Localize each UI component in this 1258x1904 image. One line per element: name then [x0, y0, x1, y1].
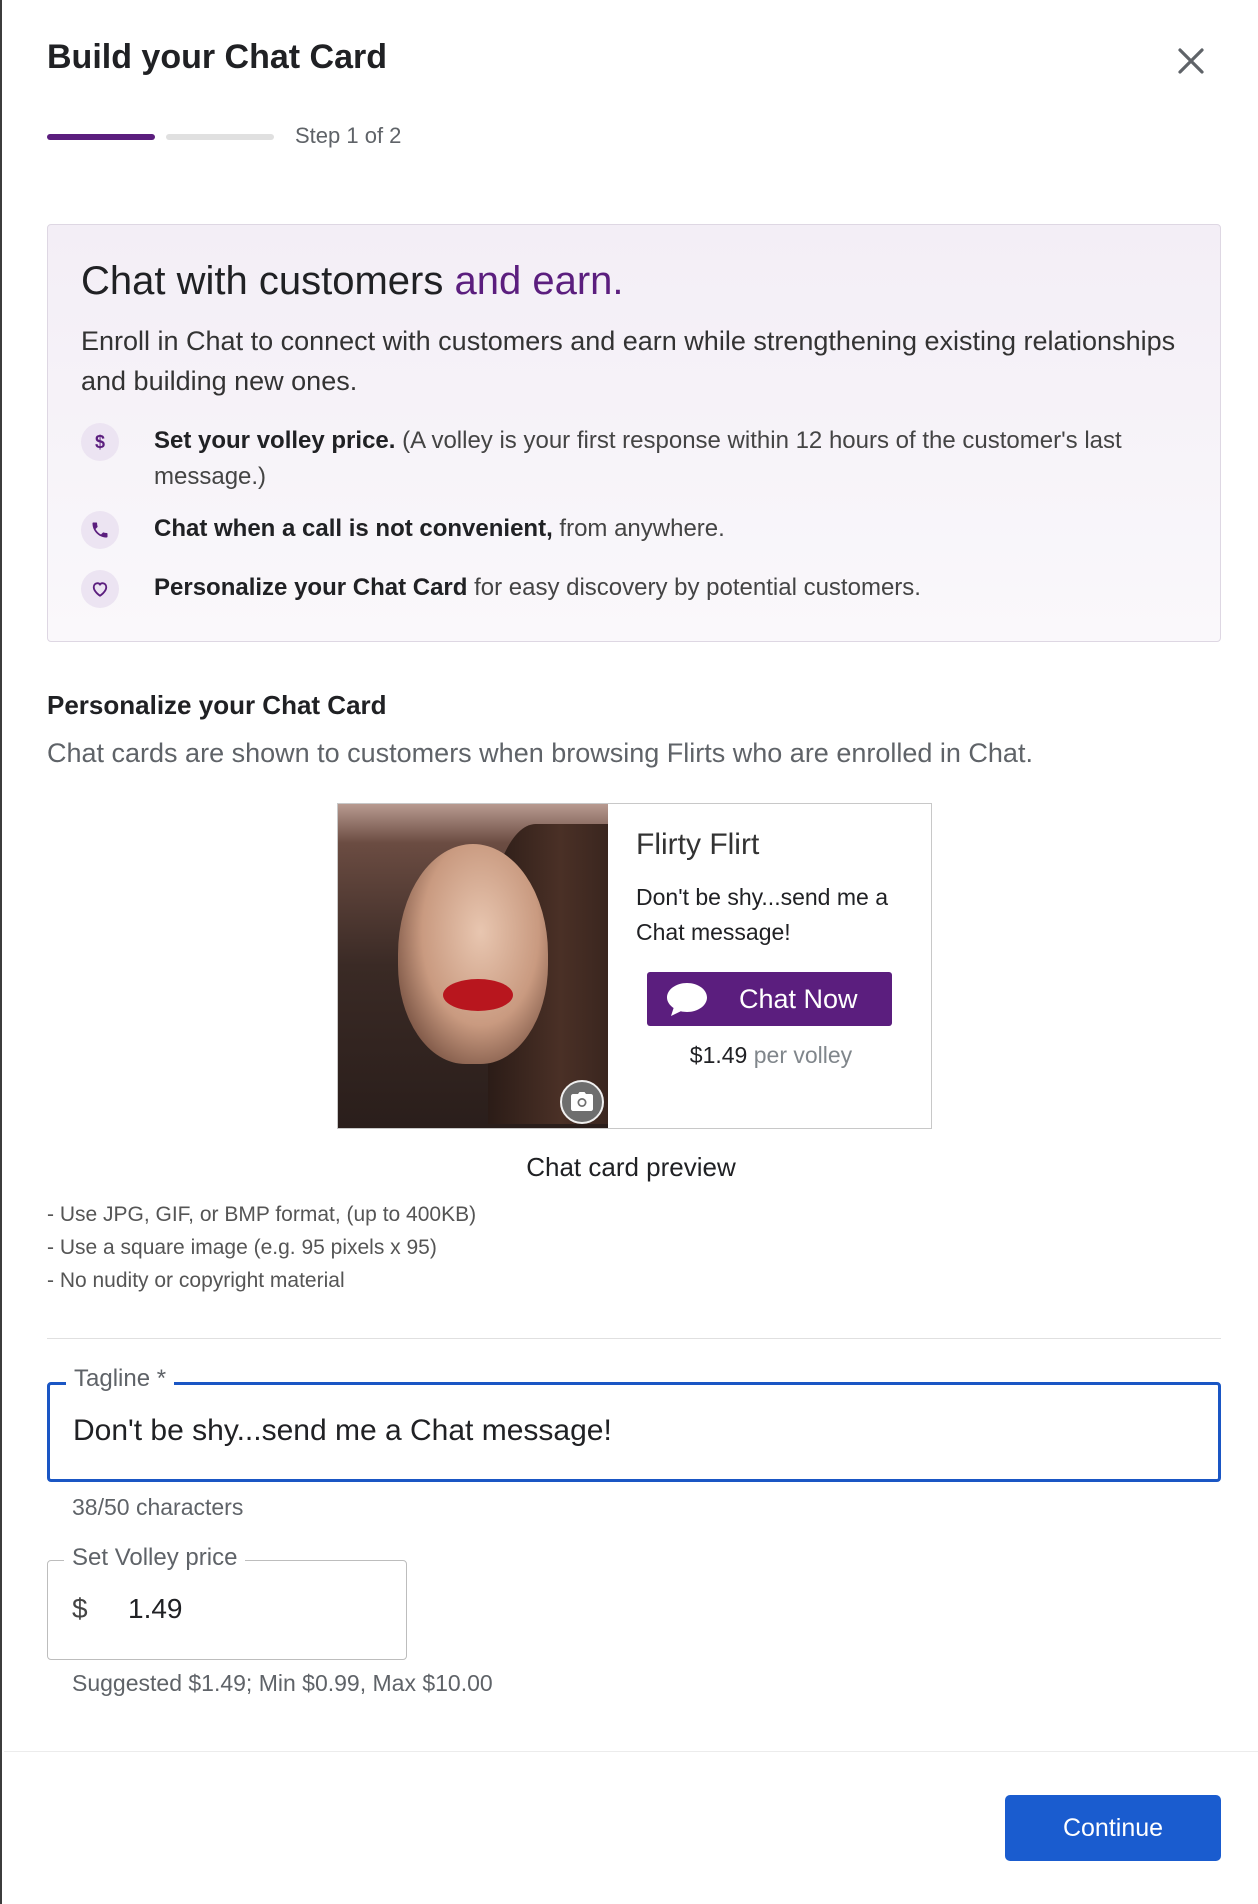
promo-heading — [81, 259, 624, 304]
feature-text: (A volley is your first response within 12 hours of the customer's last message.) — [154, 427, 1122, 490]
image-rule: - Use a square image (e.g. 95 pixels x 95) — [47, 1236, 437, 1259]
dollar-icon — [81, 423, 119, 461]
volley-price-input[interactable] — [128, 1589, 378, 1629]
feature-text: for easy discovery by potential customers. — [467, 574, 921, 601]
chat-bubble-icon — [665, 980, 709, 1018]
image-rules — [47, 1198, 476, 1297]
card-price-suffix: per volley — [747, 1042, 853, 1068]
change-photo-button[interactable] — [560, 1080, 604, 1124]
feature-personalize — [81, 570, 1181, 606]
footer-divider — [4, 1751, 1258, 1752]
card-price — [636, 1042, 906, 1069]
phone-icon — [81, 511, 119, 549]
currency-symbol: $ — [72, 1593, 88, 1624]
divider — [47, 1338, 1221, 1339]
image-rule: - No nudity or copyright material — [47, 1269, 345, 1292]
tagline-char-count: 38/50 characters — [72, 1494, 244, 1520]
close-icon — [1170, 40, 1212, 82]
personalize-description: Chat cards are shown to customers when browsing Flirts who are enrolled in Chat. — [47, 738, 1033, 768]
camera-icon — [570, 1091, 594, 1113]
progress-step-2 — [166, 134, 274, 140]
feature-bold: Personalize your Chat Card — [154, 574, 468, 601]
feature-bold: Chat when a call is not convenient, — [154, 515, 553, 542]
continue-button[interactable]: Continue — [1005, 1795, 1221, 1861]
image-rule: - Use JPG, GIF, or BMP format, (up to 400KB) — [47, 1203, 477, 1226]
promo-heading-accent: and earn. — [454, 259, 624, 303]
promo-heading-text: Chat with customers — [81, 259, 455, 303]
promo-banner — [47, 224, 1221, 642]
volley-price-hint: Suggested $1.49; Min $0.99, Max $10.00 — [72, 1670, 493, 1696]
feature-volley-price — [81, 423, 1181, 495]
photo-face — [398, 844, 548, 1064]
profile-photo[interactable] — [338, 804, 608, 1128]
photo-lips — [443, 979, 513, 1011]
volley-price-field[interactable] — [47, 1544, 407, 1660]
dialog-title: Build your Chat Card — [47, 38, 388, 76]
preview-caption: Chat card preview — [526, 1152, 736, 1182]
feature-text: from anywhere. — [552, 515, 725, 542]
personalize-title: Personalize your Chat Card — [47, 690, 387, 720]
feature-bold: Set your volley price. — [154, 427, 396, 454]
promo-description: Enroll in Chat to connect with customers and earn while strengthening existing relationships and building new ones. — [81, 326, 1176, 396]
feature-chat-anywhere — [81, 511, 1181, 547]
volley-price-label: Set Volley price — [64, 1544, 245, 1572]
chat-now-button[interactable] — [647, 972, 892, 1026]
tagline-input[interactable] — [73, 1409, 1173, 1453]
tagline-field[interactable] — [47, 1365, 1221, 1482]
card-price-value: $1.49 — [689, 1042, 748, 1068]
chat-now-label: Chat Now — [739, 983, 858, 1014]
step-label: Step 1 of 2 — [295, 123, 402, 148]
card-name: Flirty Flirt — [636, 828, 760, 861]
close-button[interactable] — [1170, 40, 1212, 82]
heart-icon — [81, 570, 119, 608]
card-tagline: Don't be shy...send me a Chat message! — [636, 884, 888, 945]
progress-step-1 — [47, 134, 155, 140]
tagline-label: Tagline * — [66, 1365, 174, 1393]
svg-text:$: $ — [94, 432, 106, 452]
chat-card-preview — [337, 803, 932, 1129]
